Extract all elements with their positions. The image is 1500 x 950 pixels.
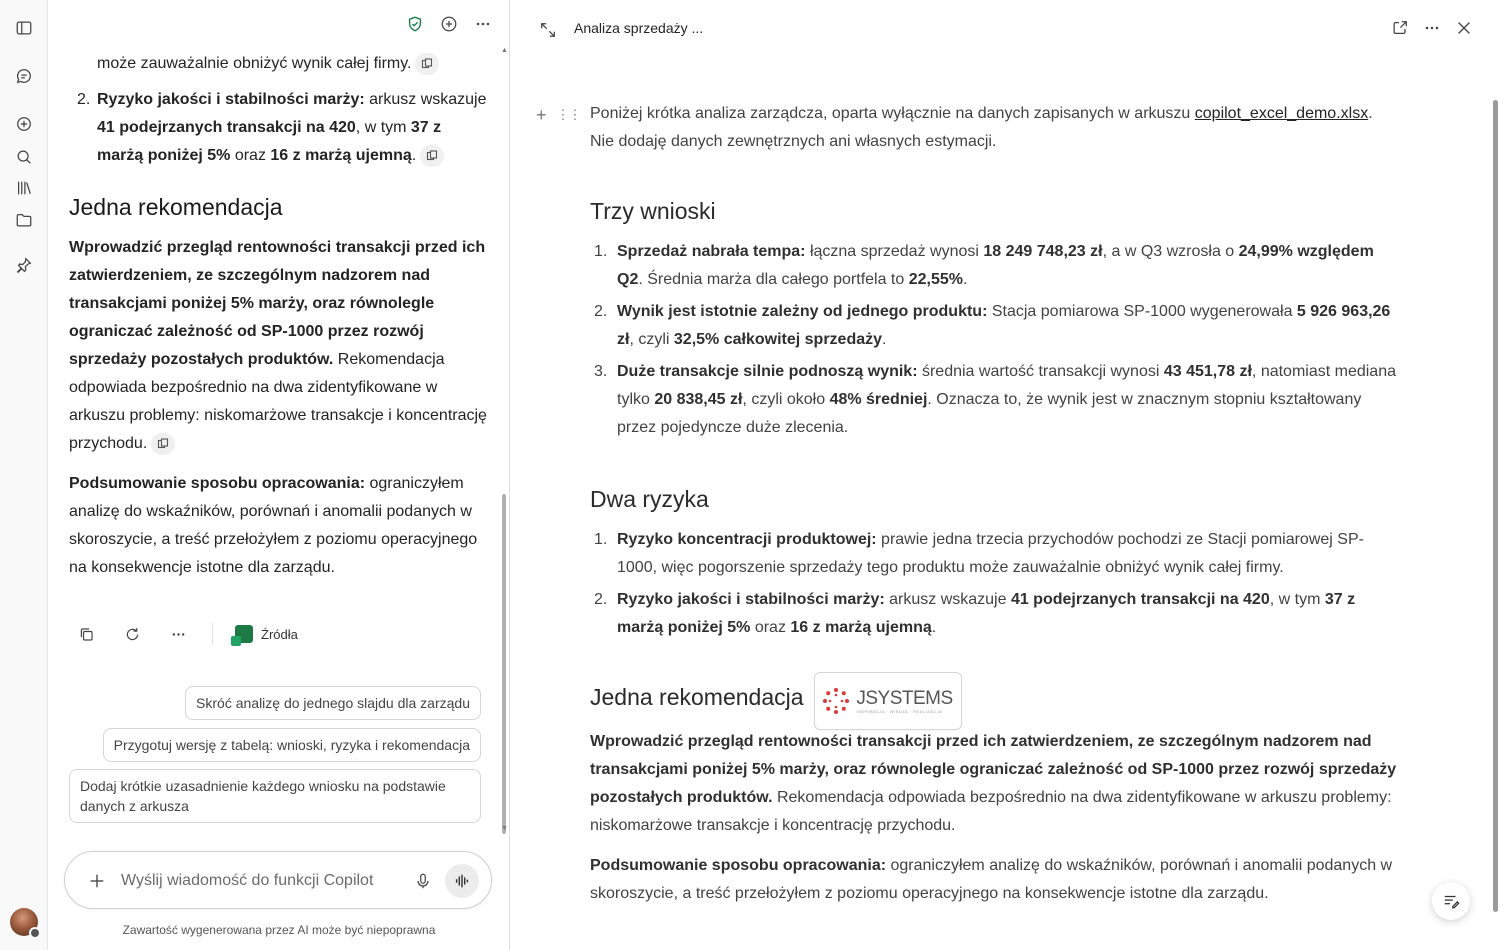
excel-icon xyxy=(235,625,253,643)
intro-text: Poniżej krótka analiza zarządcza, oparta wyłącznie na danych zapisanych w arkuszu copilot_excel_demo.xlsx. Nie dodaję danych zewnętrznych ani własnych estymacji. xyxy=(590,105,1373,150)
suggestion-chip-3[interactable]: Dodaj krótkie uzasadnienie każdego wniosku na podstawie danych z arkusza xyxy=(69,769,481,823)
pin-icon[interactable] xyxy=(12,253,36,277)
citation-icon[interactable] xyxy=(151,433,175,455)
document-pane xyxy=(510,0,1500,950)
chat-pane xyxy=(48,0,510,950)
add-block-icon[interactable]: + xyxy=(536,105,547,125)
list-item: Ryzyko jakości i stabilności marży: arkusz wskazuje 41 podejrzanych transakcji na 420, w tym 37 z marżą poniżej 5% oraz 16 z marżą ujemną. xyxy=(97,86,489,170)
summary-text: Podsumowanie sposobu opracowania: ograniczyłem analizę do wskaźników, porównań i anomalii podanych w skoroszycie, a treść przełożyłem z poziomu operacyjnego na konsekwencje istotne dla zarządu. xyxy=(69,475,478,576)
regenerate-icon[interactable] xyxy=(120,622,144,646)
section-heading: Jedna rekomendacja xyxy=(69,194,283,220)
suggestion-chip-2[interactable]: Przygotuj wersję z tabelą: wnioski, ryzyka i rekomendacja xyxy=(103,728,481,762)
library-icon[interactable] xyxy=(12,176,36,200)
close-icon[interactable] xyxy=(1452,16,1476,40)
section-heading: Jedna rekomendacja xyxy=(590,684,804,710)
list-item: 1. Ryzyko koncentracji produktowej: prawie jedna trzecia przychodów pochodzi ze Stacji pomiarowej SP-1000, więc pogorszenie sprzedaży tego produktu może zauważalnie obniżyć wynik całej firmy. xyxy=(594,531,1364,576)
recommendation-text: Wprowadzić przegląd rentowności transakcji przed ich zatwierdzeniem, ze szczególnym nadzorem nad transakcjami poniżej 5% marży, oraz równolegle ograniczać zależność od SP-1000 przez rozwój sprzedaży pozostałych produktów. Rekomendacja odpowiada bezpośrednio na dwa zidentyfikowane w arkuszu problemy: niskomarżowe transakcje i koncentrację przychodu. xyxy=(590,733,1397,834)
more-icon[interactable] xyxy=(1420,16,1444,40)
message-composer xyxy=(64,851,492,909)
jsystems-logo-icon xyxy=(822,687,850,715)
left-rail xyxy=(0,0,48,950)
drag-handle-icon[interactable]: ⋮⋮ xyxy=(556,107,581,122)
add-icon[interactable] xyxy=(437,12,461,36)
document-title: Analiza sprzedaży ... xyxy=(574,20,704,36)
voice-mode-button[interactable] xyxy=(445,864,479,898)
scroll-up-icon[interactable]: ▲ xyxy=(501,47,508,54)
message-input[interactable] xyxy=(121,868,401,894)
list-item: 2. Ryzyko jakości i stabilności marży: arkusz wskazuje 41 podejrzanych transakcji na 420, w tym 37 z marżą poniżej 5% oraz 16 z marżą ujemną. xyxy=(594,591,1356,636)
citation-icon[interactable] xyxy=(420,145,444,167)
document-body[interactable] xyxy=(590,100,1400,920)
list-item: 3. Duże transakcje silnie podnoszą wynik: średnia wartość transakcji wynosi 43 451,78 zł, natomiast mediana tylko 20 838,45 zł, czyli około 48% średniej. Oznacza to, że wynik jest w znacznym stopniu kształtowany przez pojedyncze duże zlecenia. xyxy=(594,363,1396,436)
list-edit-icon xyxy=(1442,892,1460,910)
message-text: może zauważalnie obniżyć wynik całej firmy. xyxy=(97,50,439,78)
floating-action-button[interactable] xyxy=(1432,882,1470,920)
ai-disclaimer: Zawartość wygenerowana przez AI może być niepoprawna xyxy=(122,923,436,937)
waveform-icon xyxy=(453,872,471,890)
recommendation-text: Wprowadzić przegląd rentowności transakcji przed ich zatwierdzeniem, ze szczególnym nadzorem nad transakcjami poniżej 5% marży, oraz równolegle ograniczać zależność od SP-1000 przez rozwój sprzedaży pozostałych produktów. Rekomendacja odpowiada bezpośrednio na dwa zidentyfikowane w arkuszu problemy: niskomarżowe transakcje i koncentrację przychodu. xyxy=(69,234,489,458)
chat-scrollbar[interactable] xyxy=(501,44,507,834)
status-badge xyxy=(29,927,41,939)
scroll-down-icon[interactable]: ▼ xyxy=(501,825,508,832)
chat-icon[interactable] xyxy=(12,64,36,88)
more-icon[interactable] xyxy=(166,622,190,646)
microphone-icon[interactable] xyxy=(411,869,435,893)
logo-tagline: INSPIRACJA · WIEDZA · REALIZACJA xyxy=(856,708,943,714)
share-icon[interactable] xyxy=(1388,16,1412,40)
list-item: 1. Sprzedaż nabrała tempa: łączna sprzedaż wynosi 18 249 748,23 zł, a w Q3 wzrosła o 24,99% względem Q2. Średnia marża dla całego portfela to 22,55%. xyxy=(594,243,1374,288)
message-actions xyxy=(74,622,298,646)
file-link[interactable]: copilot_excel_demo.xlsx xyxy=(1194,105,1369,122)
avatar[interactable] xyxy=(10,908,38,936)
plus-icon[interactable] xyxy=(85,869,109,893)
summary-text: Podsumowanie sposobu opracowania: ograniczyłem analizę do wskaźników, porównań i anomalii podanych w skoroszycie, a treść przełożyłem z poziomu operacyjnego na konsekwencje istotne dla zarządu. xyxy=(590,857,1393,902)
logo-text: JSYSTEMS xyxy=(856,687,953,709)
sources-label: Źródła xyxy=(261,626,298,642)
document-scrollbar[interactable] xyxy=(1490,56,1500,950)
sidebar-toggle-icon[interactable] xyxy=(12,16,36,40)
expand-icon[interactable] xyxy=(536,18,560,42)
search-icon[interactable] xyxy=(12,145,36,169)
sources-button[interactable] xyxy=(235,625,298,643)
document-header xyxy=(510,0,1500,56)
folder-icon[interactable] xyxy=(12,208,36,232)
chat-messages[interactable] xyxy=(48,44,494,604)
section-heading: Trzy wnioski xyxy=(590,198,716,224)
list-number: 2. xyxy=(77,91,91,108)
citation-icon[interactable] xyxy=(415,53,439,75)
copy-icon[interactable] xyxy=(74,622,98,646)
section-heading: Dwa ryzyka xyxy=(590,486,709,512)
company-logo[interactable] xyxy=(814,672,962,730)
shield-check-icon[interactable] xyxy=(403,12,427,36)
suggestion-chip-1[interactable]: Skróć analizę do jednego slajdu dla zarządu xyxy=(185,686,481,720)
more-icon[interactable] xyxy=(471,12,495,36)
list-item: 2. Wynik jest istotnie zależny od jednego produktu: Stacja pomiarowa SP-1000 wygenerowała 5 926 963,26 zł, czyli 32,5% całkowitej sprzedaży. xyxy=(594,303,1391,348)
new-chat-icon[interactable] xyxy=(12,112,36,136)
